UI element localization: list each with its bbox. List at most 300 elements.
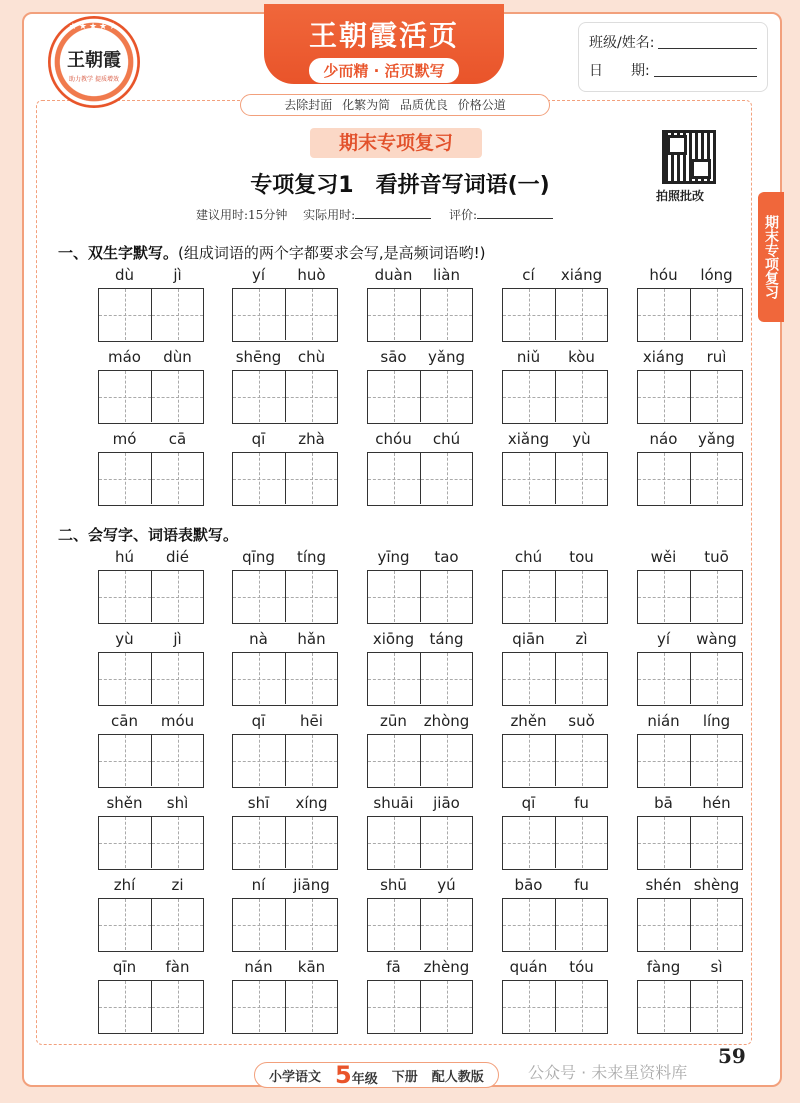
class-name-field[interactable] [658,29,757,49]
character-box[interactable] [555,817,607,868]
pinyin-row [502,630,608,652]
character-box[interactable] [690,899,742,950]
word-item [232,348,338,424]
pinyin-syllable: tóu [569,958,594,976]
actual-time-label: 实际用时: [303,208,356,222]
pinyin-row [367,958,473,980]
pinyin-syllable: qī [251,430,266,448]
character-box[interactable] [555,981,607,1032]
writing-boxes [502,652,608,706]
pinyin-syllable: mó [112,430,137,448]
pinyin-syllable: shēng [235,348,282,366]
character-box[interactable] [368,571,420,622]
pinyin-syllable: yǎng [697,430,736,448]
character-box[interactable] [368,981,420,1032]
pinyin-syllable: bā [654,794,673,812]
character-box[interactable] [638,817,690,868]
score-label: 评价: [449,208,478,222]
character-box[interactable] [368,289,420,340]
pinyin-row [367,548,473,570]
writing-boxes [98,898,204,952]
slogan: 去除封面 化繁为简 品质优良 价格公道 [240,94,550,116]
word-item [637,958,743,1034]
pinyin-syllable: xíng [295,794,328,812]
character-box[interactable] [638,453,690,504]
writing-boxes [98,288,204,342]
character-box[interactable] [233,289,285,340]
character-box[interactable] [151,371,203,422]
pinyin-syllable: cā [168,430,187,448]
pinyin-syllable: qī [251,712,266,730]
writing-boxes [98,652,204,706]
pinyin-syllable: nán [244,958,273,976]
character-box[interactable] [690,817,742,868]
character-box[interactable] [638,371,690,422]
pinyin-syllable: chù [297,348,326,366]
pinyin-syllable: zi [171,876,184,894]
character-box[interactable] [99,453,151,504]
question-2-heading [58,524,238,545]
writing-boxes [637,980,743,1034]
pinyin-row [98,630,204,652]
pinyin-syllable: ní [251,876,266,894]
writing-boxes [98,370,204,424]
word-item [98,712,204,788]
character-box[interactable] [151,817,203,868]
writing-boxes [367,816,473,870]
writing-boxes [502,898,608,952]
character-box[interactable] [285,371,337,422]
pinyin-syllable: tíng [296,548,327,566]
pinyin-syllable: cān [111,712,138,730]
pinyin-syllable: wàng [696,630,737,648]
word-item [367,266,473,342]
word-item [637,348,743,424]
character-box[interactable] [368,817,420,868]
character-box[interactable] [503,653,555,704]
writing-boxes [637,898,743,952]
writing-boxes [637,570,743,624]
character-box[interactable] [503,571,555,622]
pinyin-row [367,348,473,370]
pinyin-syllable: nà [249,630,268,648]
word-item [502,958,608,1034]
writing-boxes [367,898,473,952]
word-item [637,548,743,624]
character-box[interactable] [420,899,472,950]
footer-edition: 配人教版 [431,1069,484,1085]
pinyin-syllable: máo [108,348,141,366]
word-item [367,794,473,870]
qr-code-icon[interactable] [662,130,716,184]
pinyin-syllable: chú [514,548,543,566]
writing-boxes [367,370,473,424]
pinyin-syllable: hēi [300,712,323,730]
word-item [367,548,473,624]
pinyin-row [98,266,204,288]
pinyin-row [98,348,204,370]
student-info-box [578,22,768,92]
word-item [637,430,743,506]
pinyin-syllable: quán [509,958,548,976]
pinyin-row [98,430,204,452]
character-box[interactable] [555,735,607,786]
pinyin-syllable: dù [114,266,135,284]
writing-boxes [232,370,338,424]
character-box[interactable] [368,453,420,504]
word-item [232,266,338,342]
pinyin-syllable: shì [166,794,189,812]
word-item [367,430,473,506]
word-item [98,876,204,952]
word-item [637,794,743,870]
pinyin-syllable: niǔ [516,348,541,366]
pinyin-row [232,794,338,816]
character-box[interactable] [420,981,472,1032]
pinyin-syllable: zì [575,630,588,648]
character-box[interactable] [555,899,607,950]
pinyin-syllable: suǒ [568,712,595,730]
word-item [637,712,743,788]
pinyin-syllable: qīng [242,548,275,566]
pinyin-syllable: shī [247,794,270,812]
character-box[interactable] [690,735,742,786]
pinyin-syllable: dié [166,548,189,566]
character-box[interactable] [99,653,151,704]
word-item [232,876,338,952]
character-box[interactable] [690,453,742,504]
pinyin-syllable: cí [522,266,535,284]
character-box[interactable] [638,981,690,1032]
character-box[interactable] [151,735,203,786]
pinyin-syllable: qiān [512,630,545,648]
pinyin-syllable: jiāo [433,794,460,812]
word-item [502,876,608,952]
word-item [232,794,338,870]
character-box[interactable] [233,453,285,504]
pinyin-syllable: hén [702,794,731,812]
pinyin-syllable: táng [429,630,464,648]
pinyin-syllable: jiāng [293,876,330,894]
pinyin-syllable: yīng [377,548,410,566]
character-box[interactable] [285,981,337,1032]
character-box[interactable] [420,289,472,340]
pinyin-syllable: fàng [646,958,681,976]
writing-boxes [502,980,608,1034]
writing-boxes [502,452,608,506]
writing-boxes [637,370,743,424]
pinyin-syllable: yú [437,876,456,894]
character-box[interactable] [233,899,285,950]
character-box[interactable] [285,453,337,504]
pinyin-syllable: móu [160,712,195,730]
writing-boxes [98,452,204,506]
character-box[interactable] [99,371,151,422]
pinyin-row [502,958,608,980]
word-item [98,630,204,706]
pinyin-syllable: náo [649,430,678,448]
pinyin-syllable: fā [386,958,401,976]
word-item [367,348,473,424]
character-box[interactable] [99,571,151,622]
character-box[interactable] [99,289,151,340]
character-box[interactable] [638,289,690,340]
pinyin-row [637,266,743,288]
writing-boxes [502,816,608,870]
pinyin-row [637,876,743,898]
banner-subtitle: 少而精 · 活页默写 [309,58,458,83]
pinyin-row [637,630,743,652]
word-item [98,958,204,1034]
pinyin-syllable: shèng [693,876,740,894]
writing-boxes [367,570,473,624]
pinyin-syllable: chóu [375,430,412,448]
character-box[interactable] [503,735,555,786]
watermark-text: 公众号 · 未来星资料库 [528,1063,688,1082]
character-box[interactable] [368,899,420,950]
character-box[interactable] [233,735,285,786]
word-item [637,266,743,342]
character-box[interactable] [503,817,555,868]
character-box[interactable] [368,371,420,422]
pinyin-syllable: qīn [112,958,137,976]
writing-boxes [98,980,204,1034]
banner-title: 王朝霞活页 [308,19,459,52]
word-item [502,548,608,624]
writing-boxes [232,816,338,870]
pinyin-row [232,630,338,652]
pinyin-syllable: duàn [374,266,413,284]
character-box[interactable] [233,817,285,868]
pinyin-syllable: lóng [700,266,733,284]
word-item [502,430,608,506]
pinyin-row [637,958,743,980]
character-box[interactable] [233,571,285,622]
word-item [367,630,473,706]
time-meta [196,206,567,223]
pinyin-row [98,958,204,980]
character-box[interactable] [503,453,555,504]
character-box[interactable] [690,981,742,1032]
character-box[interactable] [555,653,607,704]
character-box[interactable] [503,981,555,1032]
pinyin-row [367,712,473,734]
character-box[interactable] [420,371,472,422]
character-box[interactable] [555,289,607,340]
pinyin-syllable: zhèng [423,958,470,976]
character-box[interactable] [555,453,607,504]
footer-bar [254,1062,499,1088]
character-box[interactable] [420,653,472,704]
pinyin-row [637,430,743,452]
character-box[interactable] [285,289,337,340]
word-item [502,712,608,788]
question-2-title: 二、会写字、词语表默写。 [58,526,239,544]
character-box[interactable] [368,653,420,704]
character-box[interactable] [690,653,742,704]
writing-boxes [232,734,338,788]
date-field[interactable] [654,57,757,77]
character-box[interactable] [503,371,555,422]
character-box[interactable] [420,453,472,504]
pinyin-row [232,430,338,452]
pinyin-syllable: wěi [650,548,677,566]
pinyin-row [232,958,338,980]
date-label: 日 期: [589,63,650,79]
brand-logo [48,16,140,108]
character-box[interactable] [420,571,472,622]
word-item [98,266,204,342]
pinyin-syllable: yǎng [427,348,466,366]
word-item [367,712,473,788]
character-box[interactable] [638,653,690,704]
word-item [367,876,473,952]
character-box[interactable] [638,735,690,786]
writing-boxes [637,452,743,506]
word-item [232,958,338,1034]
actual-time-field[interactable] [355,218,431,219]
character-box[interactable] [233,981,285,1032]
writing-boxes [98,734,204,788]
logo-subtext: 助力教学 提质增效 [69,75,119,83]
pinyin-syllable: tao [434,548,459,566]
character-box[interactable] [638,571,690,622]
writing-boxes [232,898,338,952]
score-field[interactable] [477,218,553,219]
character-box[interactable] [420,735,472,786]
pinyin-syllable: bāo [514,876,543,894]
character-box[interactable] [555,371,607,422]
brand-banner [264,4,504,84]
pinyin-syllable: yí [656,630,671,648]
word-item [367,958,473,1034]
pinyin-syllable: tou [569,548,594,566]
pinyin-syllable: jì [173,630,182,648]
writing-boxes [367,652,473,706]
character-box[interactable] [503,289,555,340]
pinyin-syllable: xiáng [560,266,603,284]
footer-grade: 年级 [351,1072,378,1087]
pinyin-syllable: fu [574,794,589,812]
character-box[interactable] [285,817,337,868]
writing-boxes [367,288,473,342]
pinyin-syllable: kān [297,958,326,976]
pinyin-row [502,794,608,816]
character-box[interactable] [233,371,285,422]
writing-boxes [637,652,743,706]
word-item [502,266,608,342]
pinyin-syllable: yù [572,430,591,448]
character-box[interactable] [99,981,151,1032]
character-box[interactable] [285,899,337,950]
question-1-note: (组成词语的两个字都要求会写,是高频词语哟!) [178,244,486,262]
pinyin-syllable: qī [521,794,536,812]
pinyin-syllable: zhí [113,876,136,894]
character-box[interactable] [151,981,203,1032]
character-box[interactable] [233,653,285,704]
pinyin-syllable: huò [297,266,326,284]
character-box[interactable] [151,899,203,950]
pinyin-syllable: shěn [106,794,143,812]
pinyin-row [502,712,608,734]
footer-subject: 小学语文 [269,1069,322,1085]
word-item [502,348,608,424]
writing-boxes [98,570,204,624]
character-box[interactable] [555,571,607,622]
pinyin-syllable: hóu [649,266,678,284]
pinyin-syllable: sāo [380,348,407,366]
pinyin-row [637,794,743,816]
character-box[interactable] [690,371,742,422]
character-box[interactable] [420,817,472,868]
star-icon: ★★★★★ [68,22,120,32]
pinyin-syllable: shuāi [373,794,414,812]
character-box[interactable] [368,735,420,786]
writing-boxes [502,370,608,424]
pinyin-syllable: líng [702,712,731,730]
word-item [502,630,608,706]
pinyin-row [502,266,608,288]
pinyin-row [502,348,608,370]
pinyin-row [367,630,473,652]
character-box[interactable] [99,899,151,950]
character-box[interactable] [285,571,337,622]
pinyin-row [232,712,338,734]
footer-volume: 下册 [391,1069,418,1085]
character-box[interactable] [99,735,151,786]
character-box[interactable] [690,289,742,340]
writing-boxes [232,652,338,706]
character-box[interactable] [151,653,203,704]
pinyin-syllable: nián [647,712,680,730]
word-item [98,430,204,506]
character-box[interactable] [503,899,555,950]
character-box[interactable] [99,817,151,868]
word-item [502,794,608,870]
pinyin-syllable: xiōng [372,630,415,648]
page-title: 专项复习1 看拼音写词语(一) [250,173,550,198]
pinyin-syllable: shén [645,876,682,894]
character-box[interactable] [151,289,203,340]
word-item [98,348,204,424]
pinyin-syllable: chú [432,430,461,448]
pinyin-row [637,712,743,734]
pinyin-row [367,876,473,898]
character-box[interactable] [638,899,690,950]
character-box[interactable] [285,653,337,704]
writing-boxes [502,734,608,788]
pinyin-row [232,348,338,370]
writing-boxes [232,570,338,624]
character-box[interactable] [285,735,337,786]
pinyin-row [98,794,204,816]
pinyin-syllable: yù [115,630,134,648]
writing-boxes [637,734,743,788]
character-box[interactable] [151,453,203,504]
section-tag: 期末专项复习 [310,128,482,158]
pinyin-syllable: yí [251,266,266,284]
writing-boxes [502,288,608,342]
question-1-heading [58,242,486,263]
pinyin-syllable: zūn [380,712,407,730]
writing-boxes [98,816,204,870]
character-box[interactable] [690,571,742,622]
pinyin-syllable: xiáng [642,348,685,366]
pinyin-syllable: zhòng [423,712,470,730]
character-box[interactable] [151,571,203,622]
writing-boxes [637,288,743,342]
word-item [232,430,338,506]
